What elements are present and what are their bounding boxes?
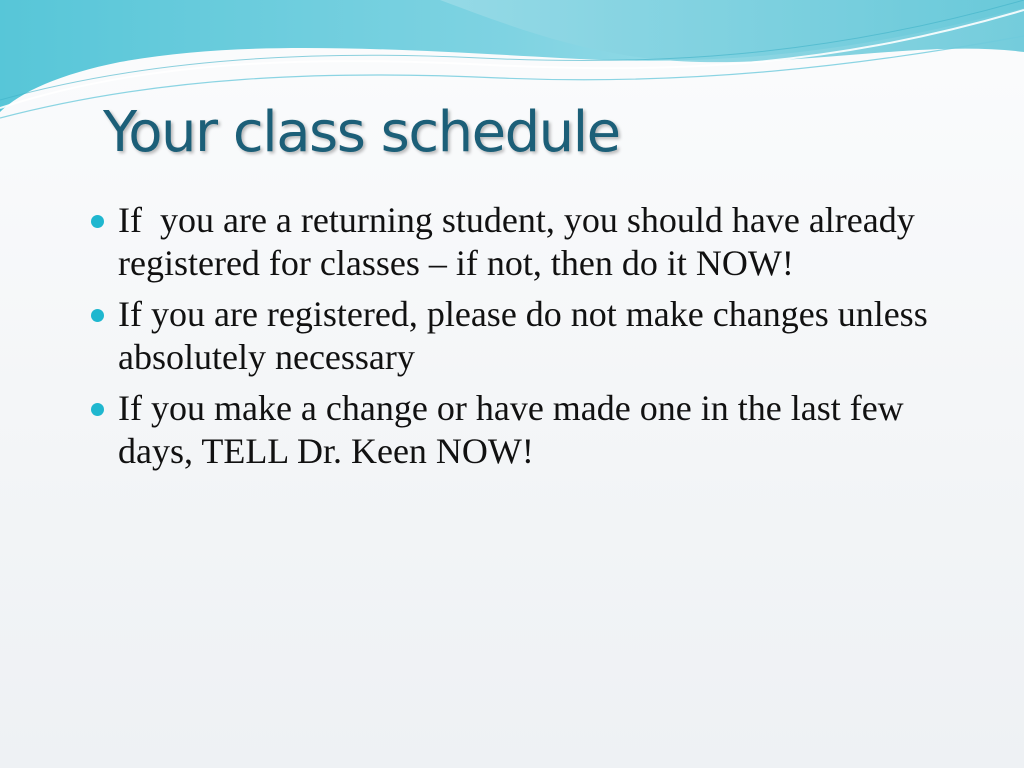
- list-item: [89, 293, 969, 379]
- bullet-text: If you are a returning student, you should have already registered for classes – if not, then do it NOW!: [118, 200, 924, 283]
- bullet-text: If you are registered, please do not make changes unless absolutely necessary: [118, 294, 937, 377]
- bullet-point-icon: [91, 215, 104, 228]
- bullet-text: If you make a change or have made one in the last few days, TELL Dr. Keen NOW!: [118, 388, 913, 471]
- list-item: [89, 387, 969, 473]
- list-item: [89, 199, 969, 285]
- bullet-point-icon: [91, 403, 104, 416]
- bullet-point-icon: [91, 309, 104, 322]
- bullet-list: [89, 199, 969, 481]
- slide-title: Your class schedule: [103, 100, 620, 165]
